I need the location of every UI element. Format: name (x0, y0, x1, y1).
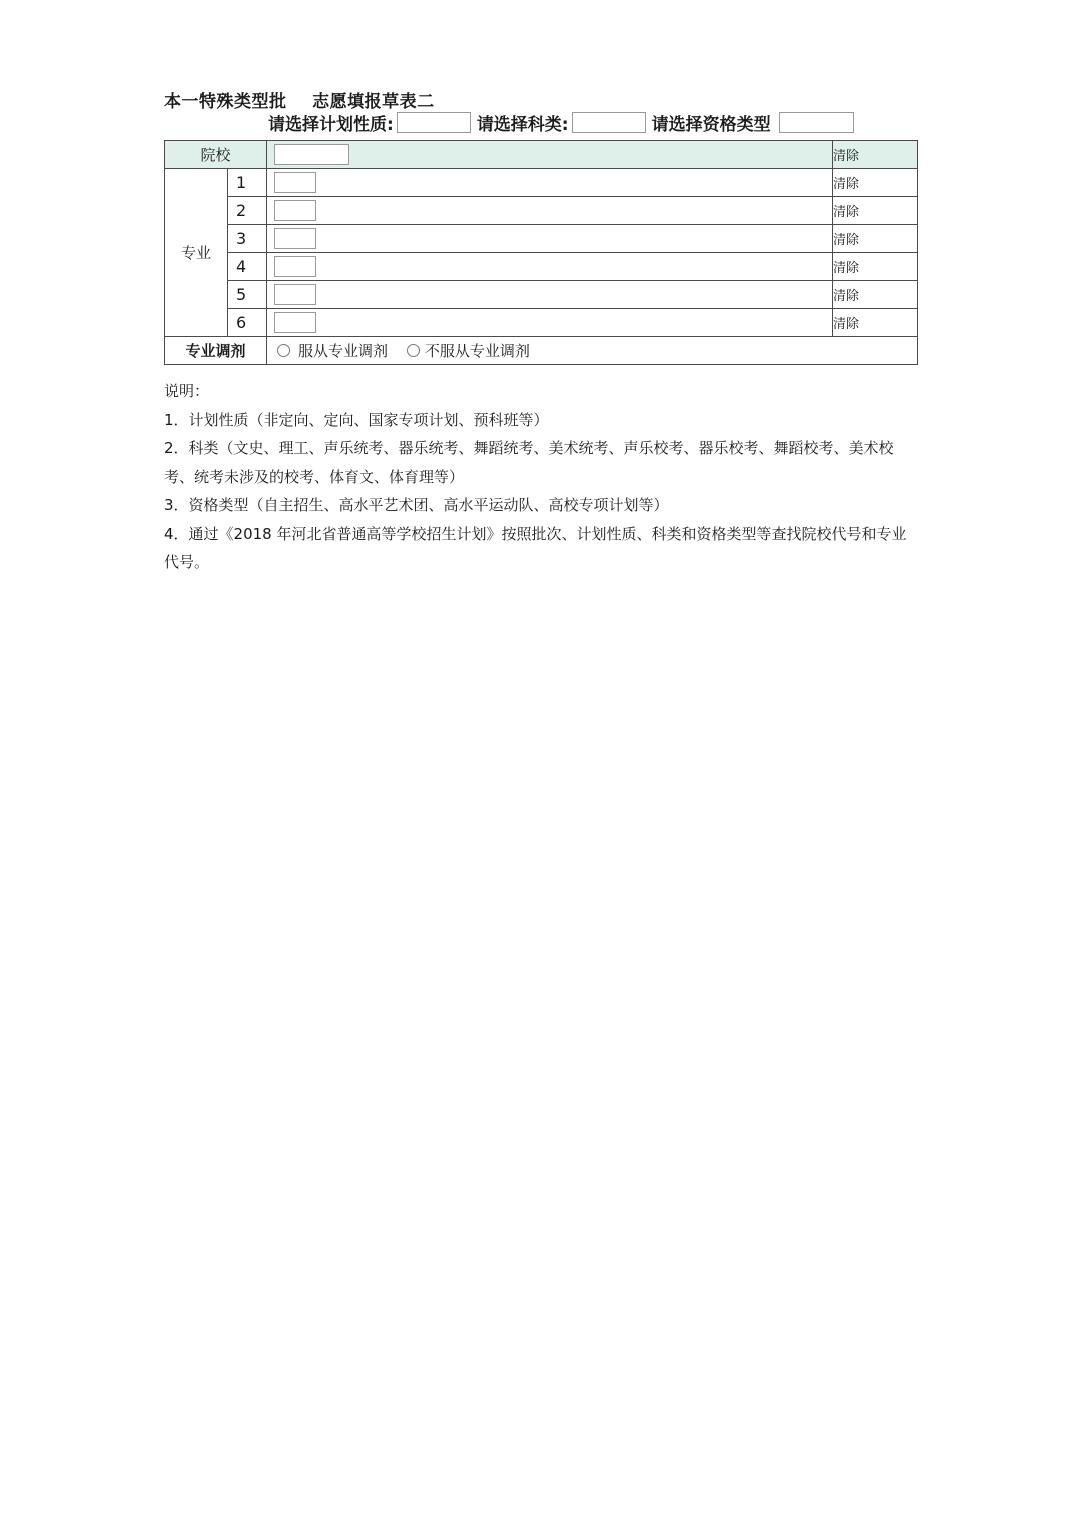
note-item-1: 1．计划性质（非定向、定向、国家专项计划、预科班等） (164, 410, 549, 429)
subject-select[interactable] (572, 112, 646, 133)
application-form-table (164, 140, 918, 365)
major-input-cell (267, 225, 833, 253)
major-row-3 (165, 225, 918, 253)
major-input-3[interactable] (274, 228, 316, 249)
major-row-6 (165, 309, 918, 337)
major-row-number: 5 (228, 281, 267, 309)
major-row-5 (165, 281, 918, 309)
major-clear-button-4[interactable]: 清除 (833, 253, 918, 281)
accept-adjust-radio[interactable] (277, 340, 388, 361)
adjust-label: 专业调剂 (165, 337, 267, 365)
major-label: 专业 (165, 169, 228, 337)
major-input-2[interactable] (274, 200, 316, 221)
selector-row (268, 113, 860, 137)
major-row-2 (165, 197, 918, 225)
school-row (165, 141, 918, 169)
major-input-6[interactable] (274, 312, 316, 333)
plan-nature-select[interactable] (397, 112, 471, 133)
radio-circle-icon (407, 344, 420, 357)
major-input-cell (267, 253, 833, 281)
major-clear-button-5[interactable]: 清除 (833, 281, 918, 309)
major-input-1[interactable] (274, 172, 316, 193)
qualification-label: 请选择资格类型 (651, 115, 771, 135)
school-clear-button[interactable]: 清除 (833, 141, 918, 169)
notes-heading: 说明： (164, 382, 210, 400)
school-input[interactable] (274, 144, 349, 165)
major-row-number: 4 (228, 253, 267, 281)
major-clear-button-1[interactable]: 清除 (833, 169, 918, 197)
major-input-cell (267, 309, 833, 337)
major-row-4 (165, 253, 918, 281)
decline-adjust-radio[interactable] (407, 340, 530, 361)
notes-section (164, 377, 920, 577)
major-clear-button-6[interactable]: 清除 (833, 309, 918, 337)
major-row-number: 2 (228, 197, 267, 225)
radio-circle-icon (277, 344, 290, 357)
subject-label: 请选择科类: (476, 115, 569, 135)
school-input-cell (267, 141, 833, 169)
major-row-number: 3 (228, 225, 267, 253)
school-label: 院校 (165, 141, 267, 169)
major-clear-button-2[interactable]: 清除 (833, 197, 918, 225)
note-item-3: 3．资格类型（自主招生、高水平艺术团、高水平运动队、高校专项计划等） (164, 496, 669, 514)
major-row-number: 6 (228, 309, 267, 337)
major-row-1 (165, 169, 918, 197)
note-item-2: 2．科类（文史、理工、声乐统考、器乐统考、舞蹈统考、美术统考、声乐校考、器乐校考、舞蹈校考、美术校考、统考未涉及的校考、体育文、体育理等） (164, 439, 894, 486)
accept-adjust-label: 服从专业调剂 (298, 342, 389, 360)
decline-adjust-label: 不服从专业调剂 (424, 342, 530, 360)
major-input-4[interactable] (274, 256, 316, 277)
page-title: 本一特殊类型批 志愿填报草表二 (164, 92, 435, 112)
major-input-cell (267, 197, 833, 225)
major-input-cell (267, 281, 833, 309)
major-row-number: 1 (228, 169, 267, 197)
major-clear-button-3[interactable]: 清除 (833, 225, 918, 253)
adjust-options-cell (267, 337, 918, 365)
qualification-select[interactable] (779, 112, 854, 133)
major-input-5[interactable] (274, 284, 316, 305)
note-item-4: 4．通过《2018 年河北省普通高等学校招生计划》按照批次、计划性质、科类和资格类型等查找院校代号和专业代号。 (164, 524, 907, 571)
major-input-cell (267, 169, 833, 197)
plan-nature-label: 请选择计划性质: (268, 115, 394, 135)
adjust-row (165, 337, 918, 365)
